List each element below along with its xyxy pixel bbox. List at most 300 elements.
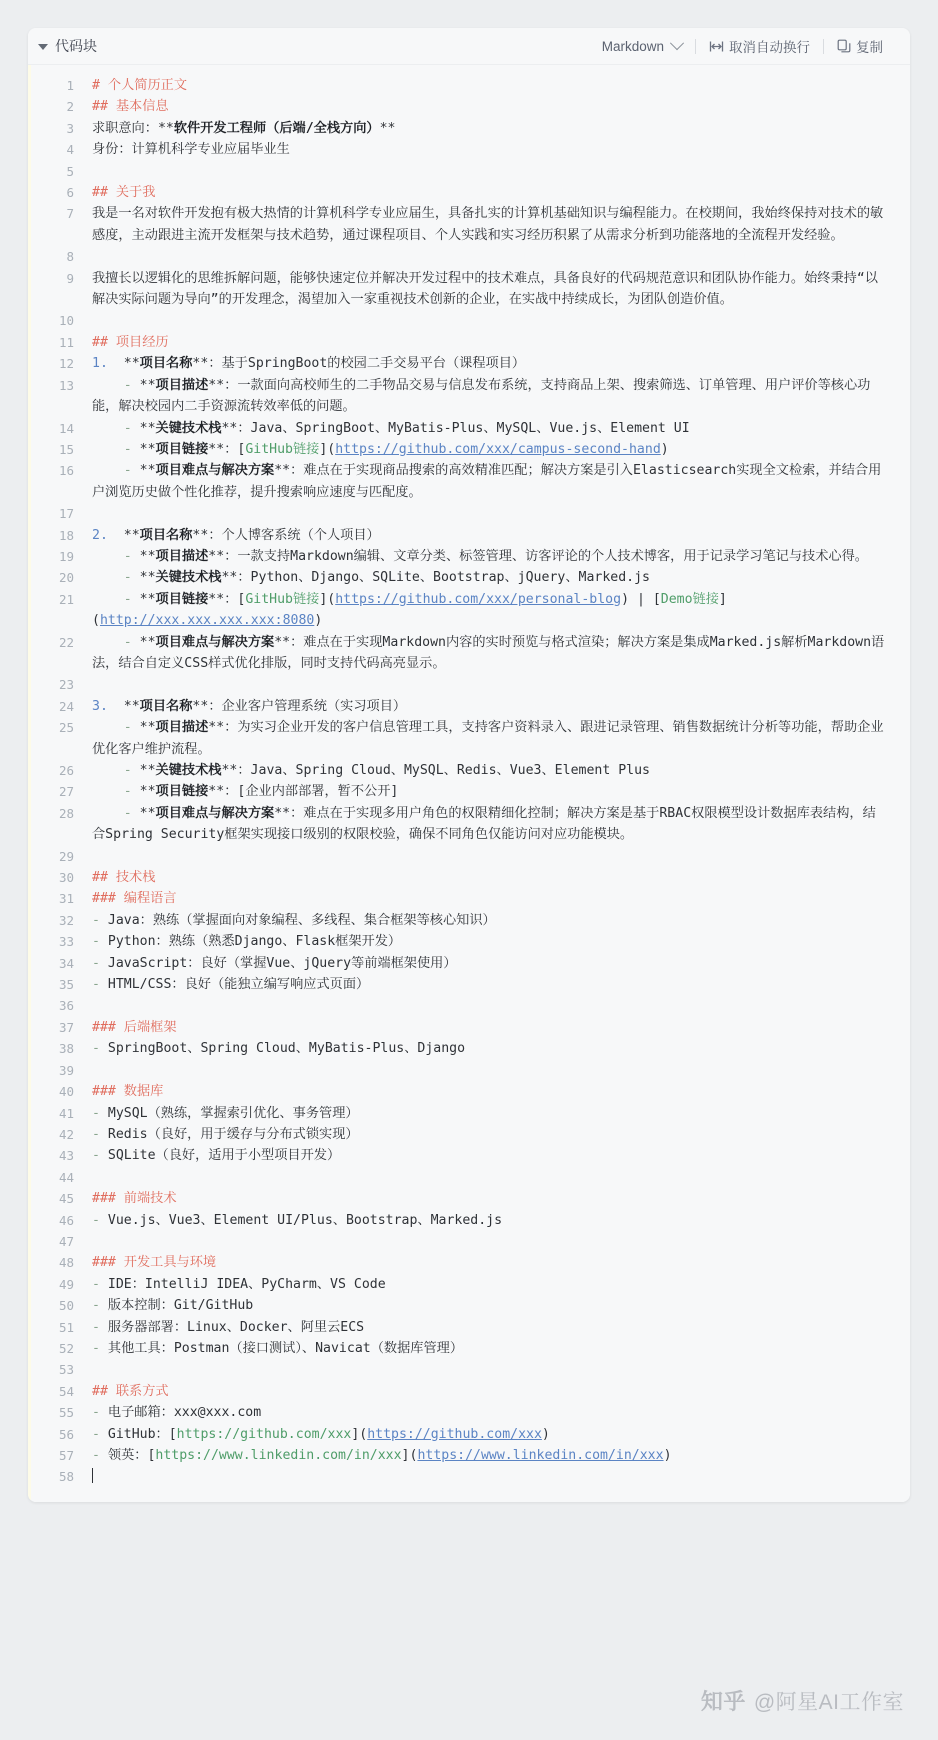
code-block-toolbar xyxy=(589,36,896,56)
line-content[interactable] xyxy=(92,995,894,1016)
code-token: ## 联系方式 xyxy=(92,1383,169,1399)
code-token: ：难点在于实现商品搜索的高效精准匹配；解决方案是引入Elasticsearch实现全文检索，并结合用户浏览历史做个性化推荐，提升搜索响应速度与匹配度。 xyxy=(92,463,882,500)
code-line[interactable] xyxy=(28,1274,910,1295)
code-token: SpringBoot、Spring Cloud、MyBatis-Plus、Django xyxy=(107,1041,466,1057)
code-line[interactable] xyxy=(28,781,910,802)
line-number: 4 xyxy=(66,142,74,158)
code-token: ### 编程语言 xyxy=(92,891,177,907)
link-url[interactable]: https://github.com/xxx/campus-second-hand xyxy=(335,441,661,457)
code-token: 项目描述 xyxy=(155,377,209,393)
line-content[interactable] xyxy=(92,332,894,353)
code-block-card xyxy=(28,28,910,1502)
line-number: 2 xyxy=(66,99,74,115)
line-content[interactable] xyxy=(92,75,894,96)
line-content[interactable] xyxy=(92,1402,894,1423)
line-number: 9 xyxy=(66,270,74,286)
code-line[interactable] xyxy=(28,1210,910,1231)
code-token: - xyxy=(92,548,140,564)
code-token: - xyxy=(92,784,140,800)
code-line[interactable] xyxy=(28,674,910,695)
line-content[interactable] xyxy=(92,760,894,781)
link-url[interactable]: https://github.com/xxx/personal-blog xyxy=(335,591,622,607)
code-line[interactable] xyxy=(28,182,910,203)
line-number: 46 xyxy=(58,1212,74,1228)
code-token: Python：熟练（熟悉Django、Flask框架开发） xyxy=(107,934,402,950)
line-content[interactable] xyxy=(92,674,894,695)
code-token: ### 数据库 xyxy=(92,1084,164,1100)
line-content[interactable] xyxy=(92,246,894,267)
line-number: 27 xyxy=(58,784,74,800)
code-line[interactable] xyxy=(28,75,910,96)
code-token: - xyxy=(92,1448,108,1463)
line-content[interactable] xyxy=(92,546,894,567)
line-content[interactable] xyxy=(92,503,894,524)
code-line[interactable] xyxy=(28,1124,910,1145)
line-content[interactable] xyxy=(92,1295,894,1316)
code-token: ) xyxy=(541,1426,550,1442)
line-content[interactable] xyxy=(92,1231,894,1252)
code-line[interactable] xyxy=(28,1038,910,1059)
line-number: 14 xyxy=(58,420,74,436)
code-token: ** xyxy=(221,420,238,436)
code-line[interactable] xyxy=(28,1466,910,1487)
code-token: ## 项目经历 xyxy=(92,334,169,350)
code-line[interactable] xyxy=(28,1317,910,1338)
watermark xyxy=(701,1685,904,1716)
code-token: ** xyxy=(221,763,238,778)
code-line[interactable] xyxy=(28,332,910,353)
code-token: 软件开发工程师（后端/全栈方向） xyxy=(173,120,380,136)
line-content[interactable] xyxy=(92,1167,894,1188)
code-token: ) xyxy=(314,613,323,629)
line-content[interactable] xyxy=(92,96,894,117)
code-line[interactable] xyxy=(28,118,910,139)
code-line[interactable] xyxy=(28,1252,910,1273)
code-token: ** xyxy=(139,377,156,393)
code-token: Java：熟练（掌握面向对象编程、多线程、集合框架等核心知识） xyxy=(107,912,496,928)
code-token: 关键技术栈 xyxy=(155,420,222,436)
code-token: ：Python、Django、SQLite、Bootstrap、jQuery、Marked.js xyxy=(237,570,650,586)
line-content[interactable] xyxy=(92,1381,894,1402)
line-content[interactable] xyxy=(92,1060,894,1081)
code-line[interactable] xyxy=(28,418,910,439)
code-token: - xyxy=(92,1126,108,1142)
line-content[interactable] xyxy=(92,1338,894,1359)
code-token: - xyxy=(92,977,108,993)
code-token: - xyxy=(92,591,140,607)
line-content[interactable] xyxy=(92,1124,894,1145)
code-line[interactable] xyxy=(28,888,910,909)
code-line[interactable] xyxy=(28,632,910,675)
code-token: ：[ xyxy=(224,441,246,457)
code-line[interactable] xyxy=(28,1424,910,1445)
line-number: 28 xyxy=(58,805,74,821)
code-token: MySQL（熟练，掌握索引优化、事务管理） xyxy=(107,1105,359,1121)
line-number: 31 xyxy=(58,891,74,907)
line-content[interactable] xyxy=(92,439,894,460)
line-number: 25 xyxy=(58,720,74,736)
code-token: ** xyxy=(157,120,174,136)
code-line[interactable] xyxy=(28,375,910,418)
code-token: 项目链接 xyxy=(155,441,209,457)
code-line[interactable] xyxy=(28,1081,910,1102)
code-token: - xyxy=(92,1105,108,1121)
line-content[interactable] xyxy=(92,1210,894,1231)
line-content[interactable] xyxy=(92,781,894,802)
code-line[interactable] xyxy=(28,503,910,524)
line-number: 23 xyxy=(58,677,74,693)
code-line[interactable] xyxy=(28,1231,910,1252)
code-token: ** xyxy=(208,591,225,607)
toggle-wrap-label: 取消自动换行 xyxy=(729,40,810,55)
line-content[interactable] xyxy=(92,1103,894,1124)
link-text: https://github.com/xxx xyxy=(176,1426,352,1442)
line-content[interactable] xyxy=(92,353,894,374)
code-token: ** xyxy=(139,463,156,479)
line-content[interactable] xyxy=(92,375,894,418)
code-token: - xyxy=(92,1148,108,1164)
line-number: 42 xyxy=(58,1126,74,1142)
line-content[interactable] xyxy=(92,632,894,675)
code-token: ## 关于我 xyxy=(92,185,156,201)
code-line[interactable] xyxy=(28,1188,910,1209)
line-number: 10 xyxy=(58,313,74,329)
code-line[interactable] xyxy=(28,268,910,311)
code-line[interactable] xyxy=(28,1445,910,1466)
code-token: ]( xyxy=(319,441,336,457)
code-line[interactable] xyxy=(28,246,910,267)
code-token: ** xyxy=(139,420,156,436)
code-token: ：为实习企业开发的客户信息管理工具，支持客户资料录入、跟进记录管理、销售数据统计分析等功能，帮助企业优化客户维护流程。 xyxy=(92,720,884,757)
link-url[interactable]: https://www.linkedin.com/in/xxx xyxy=(417,1448,664,1463)
code-line[interactable] xyxy=(28,96,910,117)
code-token: - xyxy=(92,463,140,479)
line-number: 18 xyxy=(58,527,74,543)
line-number: 7 xyxy=(66,206,74,222)
line-number: 32 xyxy=(58,912,74,928)
code-line[interactable] xyxy=(28,139,910,160)
code-token: ]( xyxy=(351,1426,368,1442)
code-token: ) | [ xyxy=(621,591,661,607)
code-token: ** xyxy=(139,805,156,821)
wrap-text-icon xyxy=(709,40,724,53)
line-number: 53 xyxy=(58,1362,74,1378)
code-token: ** xyxy=(221,570,238,586)
line-number: 16 xyxy=(58,463,74,479)
line-content[interactable] xyxy=(92,1188,894,1209)
line-content[interactable] xyxy=(92,931,894,952)
code-token: ：Java、SpringBoot、MyBatis-Plus、MySQL、Vue.js、Element UI xyxy=(237,420,690,436)
code-token: ：[ xyxy=(224,591,246,607)
code-token: ** xyxy=(208,441,225,457)
line-number: 36 xyxy=(58,998,74,1014)
code-token: - xyxy=(92,441,140,457)
code-token: ** xyxy=(139,548,156,564)
code-line[interactable] xyxy=(28,760,910,781)
code-line[interactable] xyxy=(28,1017,910,1038)
code-token: - xyxy=(92,720,140,736)
code-token: ### 开发工具与环境 xyxy=(92,1255,217,1271)
line-content[interactable] xyxy=(92,974,894,995)
line-content[interactable] xyxy=(92,567,894,588)
code-token: ]( xyxy=(319,591,336,607)
code-token: ) xyxy=(660,441,669,457)
code-token: ** xyxy=(274,463,291,479)
code-token: 电子邮箱：xxx@xxx.com xyxy=(107,1405,262,1421)
code-line[interactable] xyxy=(28,203,910,246)
code-token: - xyxy=(92,934,108,950)
code-line[interactable] xyxy=(28,974,910,995)
code-token: ：Java、Spring Cloud、MySQL、Redis、Vue3、Element Plus xyxy=(237,763,650,778)
line-number: 11 xyxy=(58,334,74,350)
line-content[interactable] xyxy=(92,1359,894,1380)
code-line[interactable] xyxy=(28,846,910,867)
line-number: 37 xyxy=(58,1019,74,1035)
line-number: 1 xyxy=(66,78,74,93)
code-line[interactable] xyxy=(28,931,910,952)
code-token: 项目描述 xyxy=(155,548,209,564)
code-token: ：一款支持Markdown编辑、文章分类、标签管理、访客评论的个人技术博客，用于记录学习笔记与技术心得。 xyxy=(224,548,868,564)
line-content[interactable] xyxy=(92,161,894,182)
code-token: 项目链接 xyxy=(155,591,209,607)
code-token: ]( xyxy=(92,591,727,629)
code-line[interactable] xyxy=(28,717,910,760)
code-line[interactable] xyxy=(28,310,910,331)
line-content[interactable] xyxy=(92,867,894,888)
line-number: 47 xyxy=(58,1233,74,1249)
code-line[interactable] xyxy=(28,1060,910,1081)
code-token: 版本控制：Git/GitHub xyxy=(107,1298,254,1314)
code-token: ## 技术栈 xyxy=(92,870,156,886)
line-number: 24 xyxy=(58,698,74,714)
code-token: ** xyxy=(123,356,140,372)
line-number: 35 xyxy=(58,977,74,993)
code-token: ### 前端技术 xyxy=(92,1191,177,1207)
code-token: # 个人简历正文 xyxy=(92,78,188,93)
code-token: ** xyxy=(139,441,156,457)
code-token: ** xyxy=(274,805,291,821)
line-number: 34 xyxy=(58,955,74,971)
line-number: 29 xyxy=(58,848,74,864)
line-number: 30 xyxy=(58,870,74,886)
code-line[interactable] xyxy=(28,1145,910,1166)
line-number: 8 xyxy=(66,249,74,265)
code-token: - xyxy=(92,1298,108,1314)
code-token: 项目难点与解决方案 xyxy=(155,634,275,650)
code-line[interactable] xyxy=(28,460,910,503)
line-content[interactable] xyxy=(92,846,894,867)
code-line[interactable] xyxy=(28,567,910,588)
code-line[interactable] xyxy=(28,525,910,546)
code-line[interactable] xyxy=(28,439,910,460)
collapse-triangle-icon[interactable] xyxy=(38,44,48,50)
code-token: - xyxy=(92,420,140,436)
line-number: 13 xyxy=(58,377,74,393)
line-number: 19 xyxy=(58,548,74,564)
code-line[interactable] xyxy=(28,546,910,567)
code-line[interactable] xyxy=(28,353,910,374)
code-token: ** xyxy=(139,784,156,800)
code-line[interactable] xyxy=(28,1167,910,1188)
code-token: ** xyxy=(379,120,396,136)
code-token: - xyxy=(92,955,108,971)
copy-icon xyxy=(837,39,851,53)
line-content[interactable] xyxy=(92,953,894,974)
link-text: Demo链接 xyxy=(660,591,719,607)
line-content[interactable] xyxy=(92,717,894,760)
line-content[interactable] xyxy=(92,589,894,632)
code-token: - xyxy=(92,1405,108,1421)
line-content[interactable] xyxy=(92,1317,894,1338)
code-block-title-group[interactable] xyxy=(38,36,97,56)
code-token: 3. xyxy=(92,698,116,714)
watermark-site: 知乎 xyxy=(700,1689,746,1714)
line-number: 45 xyxy=(58,1191,74,1207)
code-token: - xyxy=(92,805,140,821)
line-content[interactable] xyxy=(92,182,894,203)
code-line[interactable] xyxy=(28,1402,910,1423)
line-number: 5 xyxy=(66,163,74,179)
code-token: ** xyxy=(139,570,156,586)
line-content[interactable] xyxy=(92,803,894,846)
code-line[interactable] xyxy=(28,953,910,974)
line-content[interactable] xyxy=(92,1038,894,1059)
copy-button[interactable] xyxy=(824,36,896,56)
text-cursor xyxy=(92,1468,93,1483)
line-content[interactable] xyxy=(92,1424,894,1445)
line-content[interactable] xyxy=(92,418,894,439)
code-block-title: 代码块 xyxy=(55,38,97,54)
line-number: 56 xyxy=(58,1426,74,1442)
code-token: - xyxy=(92,1041,108,1057)
code-token: - xyxy=(92,912,108,928)
code-token: GitHub：[ xyxy=(107,1426,177,1442)
line-content[interactable] xyxy=(92,525,894,546)
code-line[interactable] xyxy=(28,910,910,931)
line-number: 22 xyxy=(58,634,74,650)
code-token: ：基于SpringBoot的校园二手交易平台（课程项目） xyxy=(208,356,526,372)
code-token: ：难点在于实现多用户角色的权限精细化控制；解决方案是基于RBAC权限模型设计数据库表结构，结合Spring Security框架实现接口级别的权限校验，确保不同角色仅能访问对应功能模块。 xyxy=(92,805,876,843)
code-token: 求职意向： xyxy=(92,120,158,136)
code-token: 项目难点与解决方案 xyxy=(155,805,275,821)
code-line[interactable] xyxy=(28,696,910,717)
language-selector[interactable] xyxy=(589,39,695,54)
code-token: ## 基本信息 xyxy=(92,99,169,115)
line-content[interactable] xyxy=(92,310,894,331)
code-token: SQLite（良好，适用于小型项目开发） xyxy=(107,1148,341,1164)
code-token: ** xyxy=(192,527,209,543)
line-number: 55 xyxy=(58,1405,74,1421)
language-label: Markdown xyxy=(601,38,664,54)
line-content[interactable] xyxy=(92,139,894,160)
code-token xyxy=(116,356,124,371)
code-token: ** xyxy=(192,356,209,372)
code-token: - xyxy=(92,377,140,393)
line-content[interactable] xyxy=(92,1274,894,1295)
line-content[interactable] xyxy=(92,696,894,717)
code-token: - xyxy=(92,1276,108,1292)
line-number: 38 xyxy=(58,1041,74,1057)
code-line[interactable] xyxy=(28,1359,910,1380)
link-url[interactable]: https://github.com/xxx xyxy=(367,1426,542,1442)
code-token: ** xyxy=(123,698,140,714)
code-token: ### 后端框架 xyxy=(92,1019,177,1035)
line-content[interactable] xyxy=(92,268,894,311)
code-token: 项目名称 xyxy=(139,527,193,543)
line-content[interactable] xyxy=(92,460,894,503)
link-text: GitHub链接 xyxy=(245,591,320,607)
line-content[interactable] xyxy=(92,1145,894,1166)
code-token: - xyxy=(92,1340,108,1356)
line-content[interactable] xyxy=(92,1466,894,1487)
code-line[interactable] xyxy=(28,803,910,846)
code-token: 1. xyxy=(92,356,116,372)
code-token: ** xyxy=(139,763,156,778)
code-token: - xyxy=(92,1426,108,1442)
code-line[interactable] xyxy=(28,1338,910,1359)
line-content[interactable] xyxy=(92,888,894,909)
code-token: ** xyxy=(208,548,225,564)
code-line[interactable] xyxy=(28,1295,910,1316)
line-content[interactable] xyxy=(92,910,894,931)
line-number: 41 xyxy=(58,1105,74,1121)
code-token: ：难点在于实现Markdown内容的实时预览与格式渲染；解决方案是集成Marked.js解析Markdown语法，结合自定义CSS样式优化排版，同时支持代码高亮显示。 xyxy=(92,634,885,671)
code-token: JavaScript：良好（掌握Vue、jQuery等前端框架使用） xyxy=(107,955,457,971)
code-token: 项目名称 xyxy=(139,356,193,372)
line-number: 43 xyxy=(58,1148,74,1164)
code-line[interactable] xyxy=(28,867,910,888)
code-token: - xyxy=(92,570,140,586)
code-token: - xyxy=(92,634,140,650)
code-line[interactable] xyxy=(28,1381,910,1402)
code-line[interactable] xyxy=(28,161,910,182)
code-token xyxy=(116,699,124,714)
code-token: ：[企业内部部署，暂不公开] xyxy=(224,784,399,800)
code-token: ：一款面向高校师生的二手物品交易与信息发布系统，支持商品上架、搜索筛选、订单管理、用户评价等核心功能，解决校园内二手资源流转效率低的问题。 xyxy=(92,377,871,415)
toggle-wrap-button[interactable] xyxy=(696,36,823,56)
code-token: 服务器部署：Linux、Docker、阿里云ECS xyxy=(107,1319,365,1335)
line-number: 48 xyxy=(58,1255,74,1271)
line-content[interactable] xyxy=(92,1017,894,1038)
line-number: 52 xyxy=(58,1340,74,1356)
code-token: - xyxy=(92,1319,108,1335)
code-line[interactable] xyxy=(28,589,910,632)
line-content[interactable] xyxy=(92,1252,894,1273)
line-content[interactable] xyxy=(92,203,894,246)
code-token: 我是一名对软件开发抱有极大热情的计算机科学专业应届生，具备扎实的计算机基础知识与编程能力。在校期间，我始终保持对技术的敏感度，主动跟进主流开发框架与技术趋势，通过课程项目、个人实践和实习经历积累了从需求分析到功能落地的全流程开发经验。 xyxy=(92,206,884,243)
line-number: 33 xyxy=(58,934,74,950)
code-token: 我擅长以逻辑化的思维拆解问题，能够快速定位并解决开发过程中的技术难点，具备良好的代码规范意识和团队协作能力。始终秉持“以解决实际问题为导向”的开发理念，渴望加入一家重视技术创新的企业，在实战中持续成长，为团队创造价值。 xyxy=(92,270,878,308)
code-token: ** xyxy=(208,784,225,800)
code-token: ** xyxy=(139,591,156,607)
code-line[interactable] xyxy=(28,995,910,1016)
code-token: ：企业客户管理系统（实习项目） xyxy=(208,698,407,714)
line-content[interactable] xyxy=(92,118,894,139)
code-token: 关键技术栈 xyxy=(155,570,222,586)
copy-label: 复制 xyxy=(856,40,883,55)
line-number: 50 xyxy=(58,1298,74,1314)
link-url[interactable]: http://xxx.xxx.xxx.xxx:8080 xyxy=(99,613,315,629)
line-content[interactable] xyxy=(92,1081,894,1102)
code-line[interactable] xyxy=(28,1103,910,1124)
line-number: 3 xyxy=(66,120,74,136)
line-number: 21 xyxy=(58,591,74,607)
code-token: ** xyxy=(139,720,156,736)
code-token: Vue.js、Vue3、Element UI/Plus、Bootstrap、Marked.js xyxy=(107,1212,503,1228)
line-content[interactable] xyxy=(92,1445,894,1466)
code-token: ：个人博客系统（个人项目） xyxy=(208,527,380,543)
code-editor-body[interactable] xyxy=(28,65,910,1502)
